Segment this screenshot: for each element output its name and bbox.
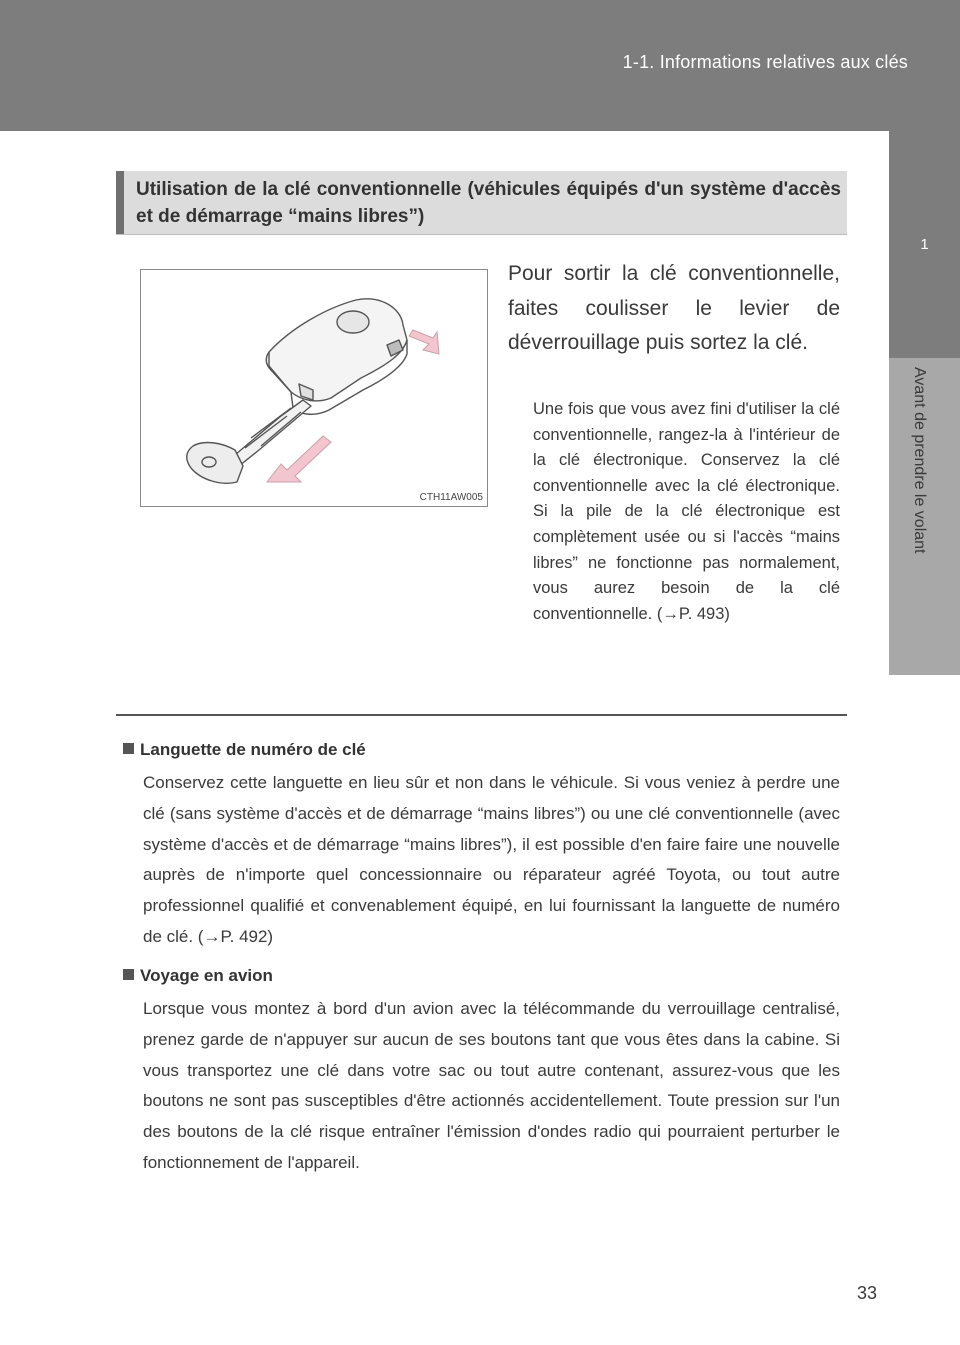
square-bullet-icon bbox=[123, 969, 134, 980]
paragraph-air-travel: Lorsque vous montez à bord d'un avion avec la télécommande du verrouillage centralisé, prenez garde de n'appuyer sur aucun de ses boutons tant que vous êtes dans la cabine. Si vous transportez une clé dans votre sac ou tout autre contenant, assurez-vous que les boutons ne sont pas susceptibles d'être actionnés accidentellement. Toute pression sur l'un des boutons de la clé risque entraîner l'émission d'ondes radio qui pourraient perturber le fonctionnement de l'appareil. bbox=[143, 999, 840, 1172]
header-bar bbox=[0, 0, 960, 131]
subheading-key-tag bbox=[123, 740, 366, 760]
instruction-text: Pour sortir la clé conventionnelle, faites coulisser le levier de déverrouillage puis sortez la clé. bbox=[508, 262, 840, 354]
topic-heading-box bbox=[116, 171, 847, 235]
instruction-note: Une fois que vous avez fini d'utiliser la clé conventionnelle, rangez-la à l'intérieur de la clé électronique. Conservez la clé conventionnelle avec la clé électronique. Si la pile de la clé électronique est complètement usée ou si l'accès “mains libres” ne fonctionne pas normalement, vous aurez besoin de la clé conventionnelle. (→P. 493) bbox=[533, 400, 840, 623]
heading-accent-bar bbox=[116, 171, 124, 234]
square-bullet-icon bbox=[123, 743, 134, 754]
paragraph-key-tag: Conservez cette languette en lieu sûr et non dans le véhicule. Si vous veniez à perdre une clé (sans système d'accès et de démarrage “mains libres”) ou une clé conventionnelle (avec système d'accès et de démarrage “mains libres”), il est possible d'en faire faire une nouvelle auprès de n'importe quel concessionnaire ou réparateur agréé Toyota, ou tout autre professionnel qualifié et convenablement équipé, en lui fournissant la languette de numéro de clé. (→P. 492) bbox=[143, 773, 840, 946]
chapter-title: Avant de prendre le volant bbox=[911, 367, 928, 554]
key-illustration bbox=[140, 269, 488, 507]
figure-code: CTH11AW005 bbox=[419, 492, 483, 503]
page-number: 33 bbox=[857, 1283, 878, 1303]
subheading-text: Languette de numéro de clé bbox=[140, 740, 366, 759]
subheading-text: Voyage en avion bbox=[140, 966, 273, 985]
smart-key-illustration bbox=[141, 270, 487, 506]
topic-heading: Utilisation de la clé conventionnelle (véhicules équipés d'un système d'accès et de démarrage “mains libres”) bbox=[136, 179, 841, 227]
section-title: 1-1. Informations relatives aux clés bbox=[622, 52, 908, 72]
subheading-air-travel bbox=[123, 966, 273, 986]
chapter-number-tab bbox=[889, 131, 960, 358]
section-divider bbox=[116, 714, 847, 716]
chapter-number: 1 bbox=[920, 236, 929, 253]
